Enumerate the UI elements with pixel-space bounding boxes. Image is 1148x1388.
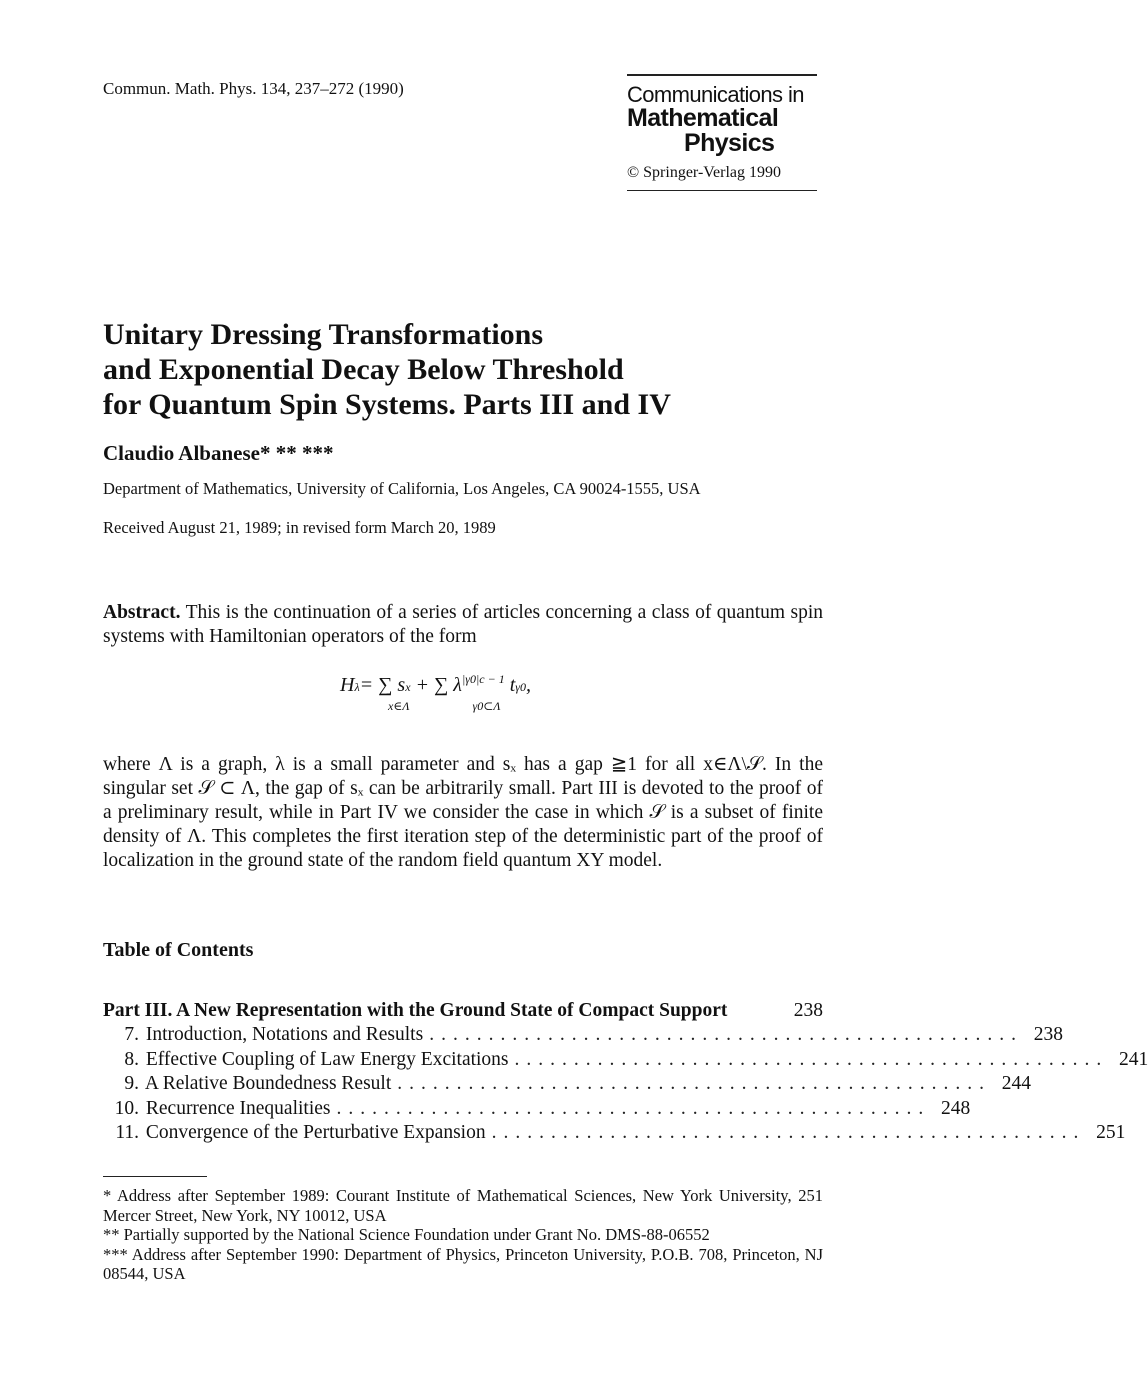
toc-leader-dots: .................................................. <box>429 1024 1023 1046</box>
abstract-text-before: This is the continuation of a series of articles concerning a class of quantum spin systems with Hamiltonian operators of the form <box>103 602 823 647</box>
toc-heading: Table of Contents <box>103 939 254 961</box>
toc-entry-number: 9. <box>124 1073 139 1095</box>
title-line: and Exponential Decay Below Threshold <box>103 353 624 386</box>
journal-logo <box>627 74 817 191</box>
paper-title <box>103 317 823 422</box>
journal-top-rule <box>627 74 817 76</box>
toc-part-label: Part III. A New Representation with the Ground State of Compact Support <box>103 1000 728 1021</box>
toc-entry <box>103 1121 1126 1145</box>
journal-name-line2: Mathematical <box>627 103 779 132</box>
toc-entry-label: Effective Coupling of Law Energy Excitations <box>145 1048 509 1070</box>
footnote: *** Address after September 1990: Department of Physics, Princeton University, P.O.B. 708, Princeton, NJ 08544, USA <box>103 1244 823 1283</box>
footnote: * Address after September 1989: Courant Institute of Mathematical Sciences, New York University, 251 Mercer Street, New York, NY 10012, USA <box>103 1186 823 1225</box>
toc-entry <box>103 1048 1148 1072</box>
toc-entry-page: 238 <box>1033 1024 1063 1046</box>
formula-t: t <box>504 674 516 696</box>
abstract-continuation <box>103 733 823 892</box>
toc-leader-dots: .................................................. <box>491 1122 1086 1144</box>
formula-limit-1: x∈Λ <box>388 699 410 713</box>
toc-entry-page: 241 <box>1119 1048 1148 1070</box>
toc-part-row <box>103 999 823 1023</box>
formula-limit-2: γ0⊂Λ <box>472 699 501 713</box>
received-date: Received August 21, 1989; in revised form March 20, 1989 <box>103 518 496 537</box>
toc-entry-page: 248 <box>941 1097 971 1119</box>
toc-entry-label: Introduction, Notations and Results <box>145 1024 424 1046</box>
formula-t-sub: γ0 <box>515 680 526 694</box>
toc-entry-page: 251 <box>1096 1122 1126 1144</box>
formula-lhs-sub: λ <box>354 680 360 694</box>
journal-name-line3: Physics <box>684 128 775 157</box>
formula-tail: , <box>526 674 531 696</box>
author-affiliation: Department of Mathematics, University of California, Los Angeles, CA 90024-1555, USA <box>103 479 701 498</box>
formula-sum2: + ∑ λ <box>410 674 462 696</box>
formula-sum1: = ∑ s <box>359 674 406 696</box>
toc-entry-number: 10. <box>114 1097 139 1119</box>
toc-leader-dots: .................................................. <box>514 1048 1109 1070</box>
table-of-contents <box>103 999 1148 1145</box>
toc-entry-label: Convergence of the Perturbative Expansion <box>145 1122 486 1144</box>
journal-bottom-rule <box>627 190 817 192</box>
hamiltonian-formula <box>340 672 531 716</box>
title-line: Unitary Dressing Transformations <box>103 318 544 351</box>
toc-entry-number: 8. <box>124 1048 139 1070</box>
toc-entry-number: 7. <box>124 1024 139 1046</box>
author-name: Claudio Albanese* ** *** <box>103 441 334 465</box>
copyright-notice: © Springer-Verlag 1990 <box>627 163 782 181</box>
toc-entry <box>103 1097 971 1121</box>
toc-entry-number: 11. <box>115 1122 139 1144</box>
footnote-rule <box>103 1176 207 1177</box>
abstract-intro <box>103 601 823 649</box>
formula-s-sub: x <box>405 680 411 694</box>
toc-leader-dots: .................................................. <box>336 1097 931 1119</box>
journal-name-line1: Communications in <box>627 81 804 107</box>
formula-exponent: |γ0|c − 1 <box>461 672 505 686</box>
footnotes <box>103 1186 823 1284</box>
title-line: for Quantum Spin Systems. Parts III and IV <box>103 388 671 421</box>
toc-entry <box>103 1072 1031 1096</box>
formula-lhs: H <box>340 674 355 696</box>
journal-citation: Commun. Math. Phys. 134, 237–272 (1990) <box>103 79 404 98</box>
toc-leader-dots: .................................................. <box>397 1073 991 1095</box>
toc-entry-label: A Relative Boundedness Result <box>144 1073 392 1095</box>
toc-entry <box>103 1023 1063 1047</box>
toc-part-page: 238 <box>793 1000 823 1021</box>
abstract-label: Abstract. <box>103 602 181 623</box>
toc-entry-label: Recurrence Inequalities <box>145 1097 331 1119</box>
footnote: ** Partially supported by the National Science Foundation under Grant No. DMS-88-06552 <box>103 1225 710 1244</box>
abstract-text-after: where Λ is a graph, λ is a small parameter and sₓ has a gap ≧1 for all x∈Λ\𝒮. In the singular set 𝒮 ⊂ Λ, the gap of sₓ can be arbitrarily small. Part III is devoted to the proof of a preliminary result, while in Part IV we consider the case in which 𝒮 is a subset of finite density of Λ. This completes the first iteration step of the deterministic part of the proof of localization in the ground state of the random field quantum XY model. <box>103 753 823 871</box>
toc-entry-page: 244 <box>1001 1073 1031 1095</box>
